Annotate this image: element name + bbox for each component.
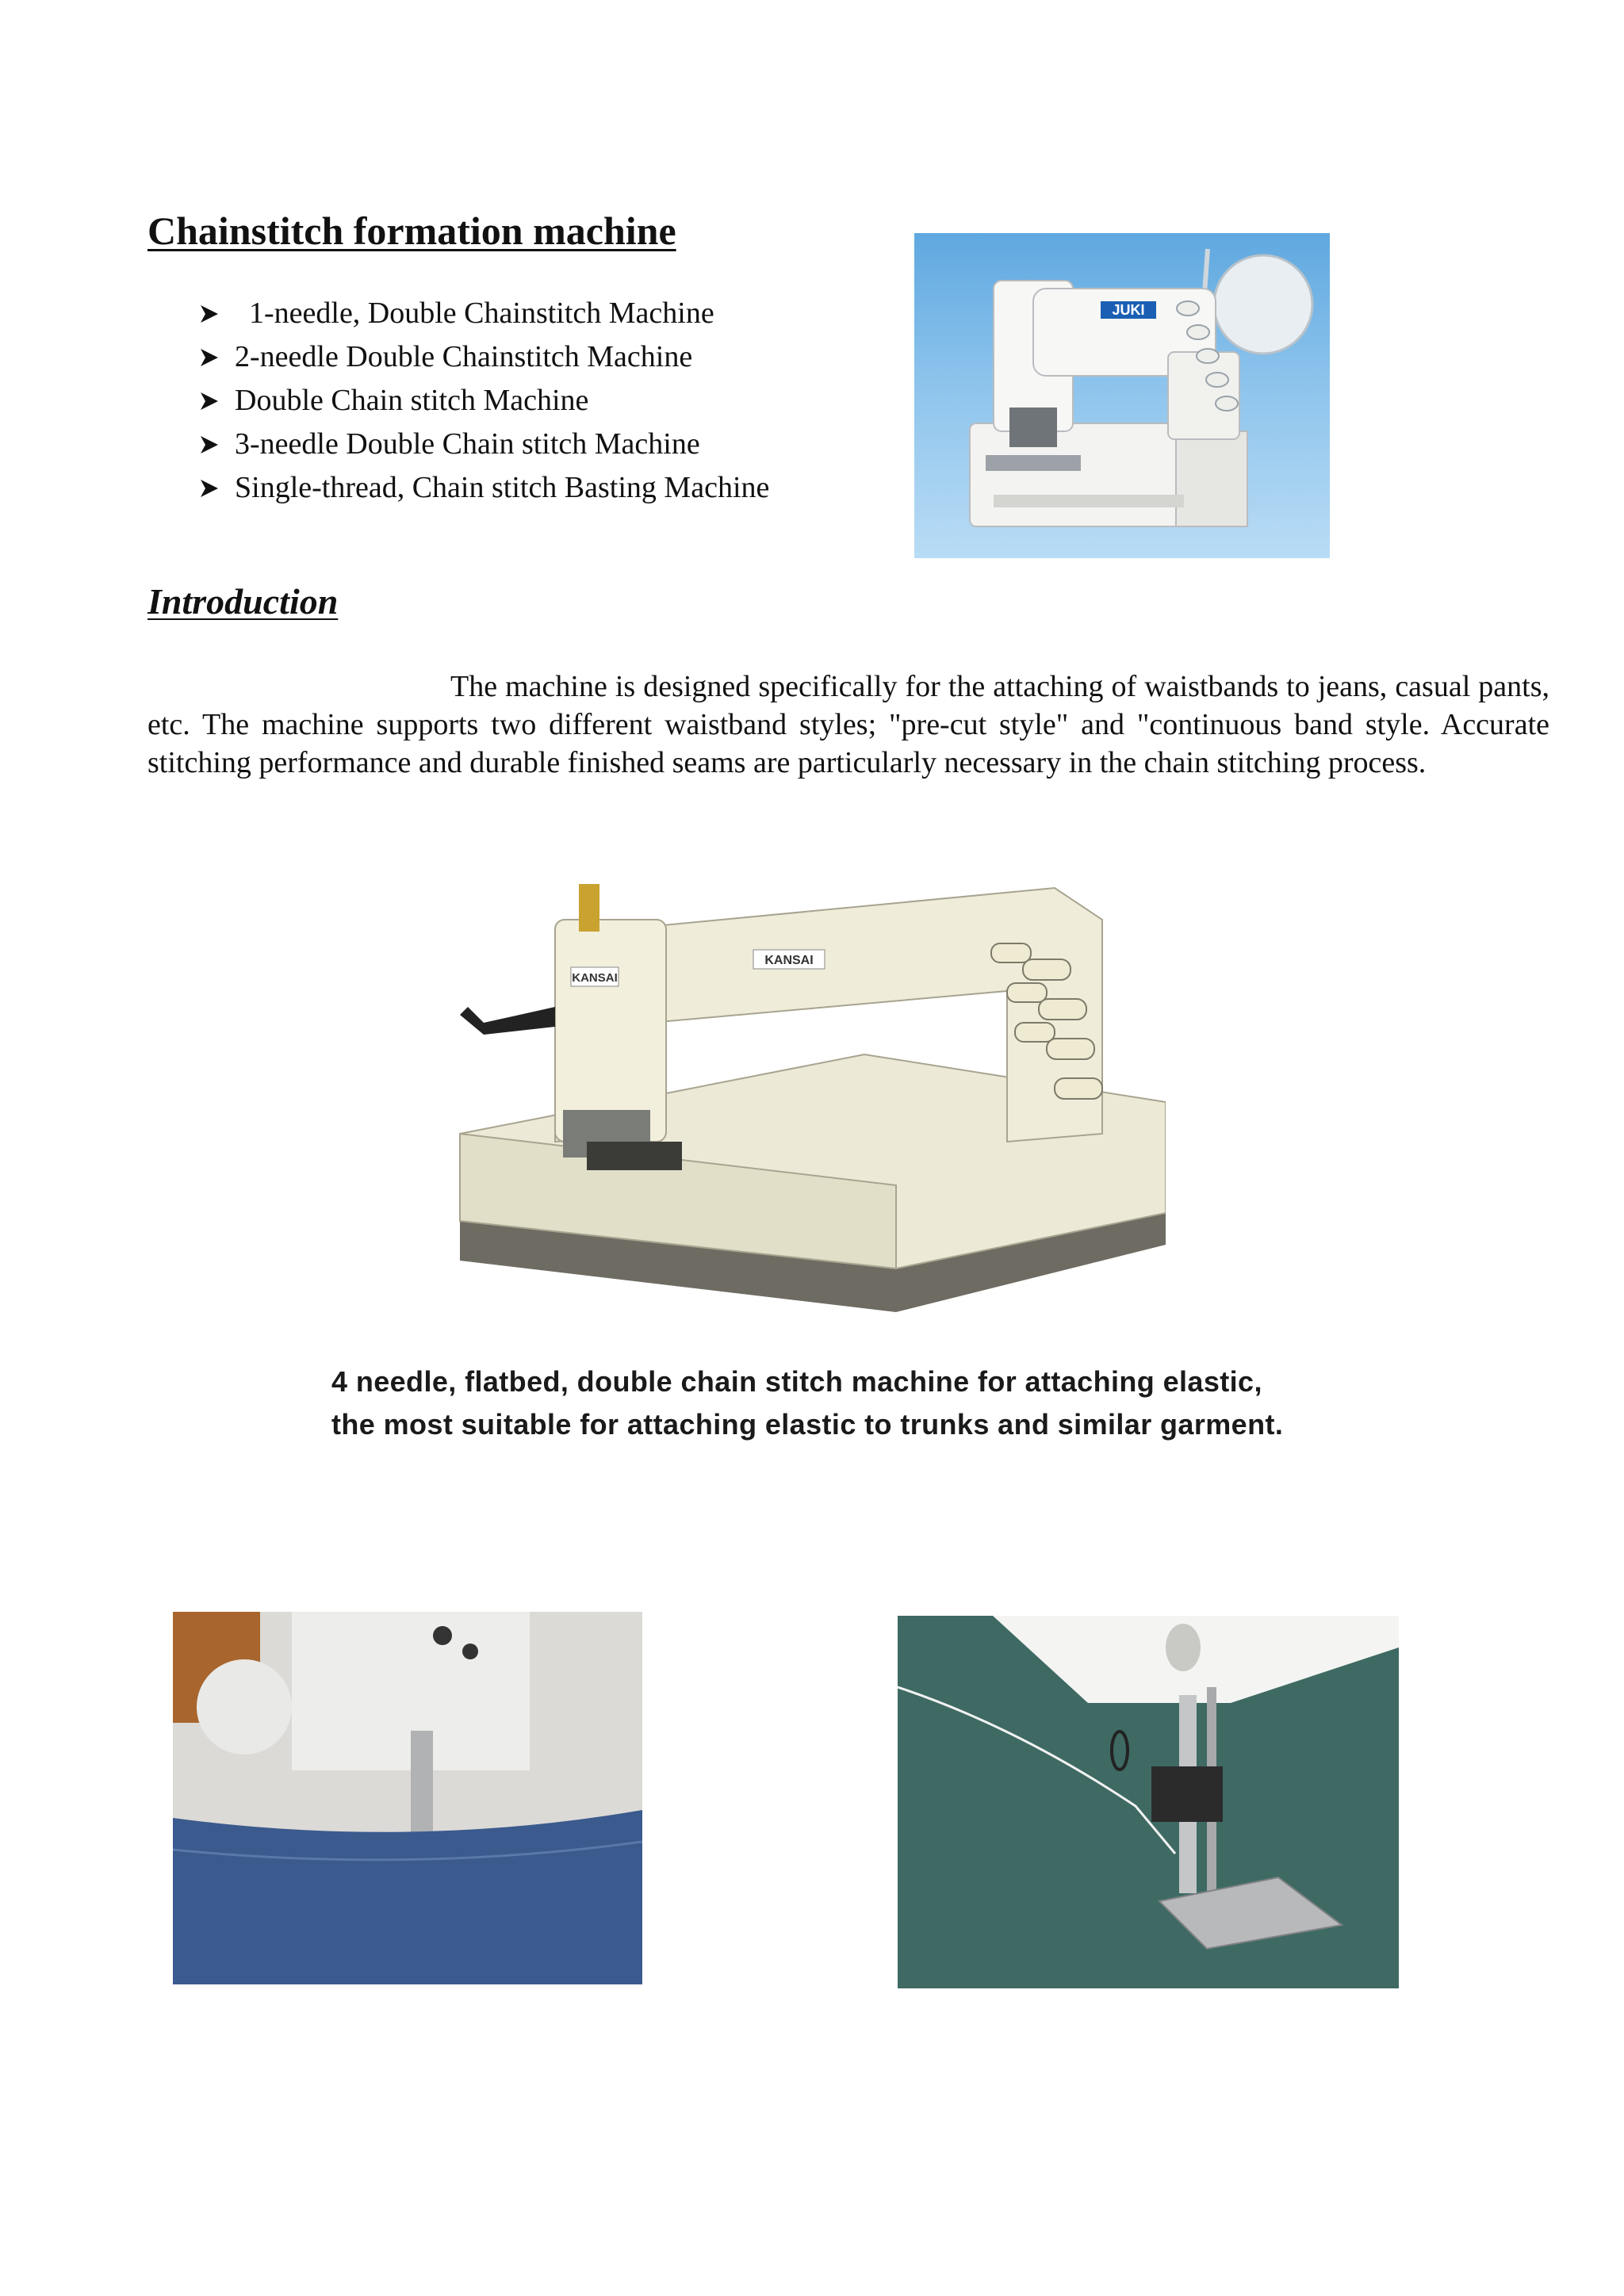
kansai-sewing-machine-image <box>452 872 1166 1332</box>
list-item <box>198 292 769 335</box>
needle-closeup-photo <box>898 1616 1399 1988</box>
list-item <box>198 335 769 379</box>
kansai-brand-label-top: KANSAI <box>764 954 814 967</box>
list-item-label: 3-needle Double Chain stitch Machine <box>235 427 700 461</box>
list-item-label: 1-needle, Double Chainstitch Machine <box>249 297 714 330</box>
list-item-label: Double Chain stitch Machine <box>235 384 589 417</box>
list-item <box>198 379 769 423</box>
denim-sewing-photo <box>173 1612 642 1984</box>
kansai-brand-label-left: KANSAI <box>572 971 618 985</box>
arrowhead-bullet-icon <box>198 303 220 325</box>
machine-type-list <box>198 292 769 510</box>
juki-sewing-machine-image <box>914 233 1330 558</box>
juki-brand-label: JUKI <box>1112 302 1145 318</box>
list-item <box>198 466 769 510</box>
arrowhead-bullet-icon <box>198 434 220 456</box>
arrowhead-bullet-icon <box>198 390 220 412</box>
list-item <box>198 423 769 466</box>
list-item-label: Single-thread, Chain stitch Basting Machine <box>235 471 770 504</box>
arrowhead-bullet-icon <box>198 346 220 369</box>
list-item-label: 2-needle Double Chainstitch Machine <box>235 340 693 373</box>
arrowhead-bullet-icon <box>198 477 220 499</box>
page-title: Chainstitch formation machine <box>147 209 676 253</box>
machine-caption: 4 needle, flatbed, double chain stitch machine for attaching elastic, the most suitable for attaching elastic to trunks and similar garment. <box>331 1365 1284 1441</box>
introduction-paragraph: The machine is designed specifically for the attaching of waistbands to jeans, casual pants, etc. The machine supports two different waistband styles; "pre-cut style" and "continuous band style. Accurate stitching performance and durable finished seams are particularly necessary in the chain stitching process. <box>147 670 1549 779</box>
introduction-heading: Introduction <box>147 581 339 622</box>
